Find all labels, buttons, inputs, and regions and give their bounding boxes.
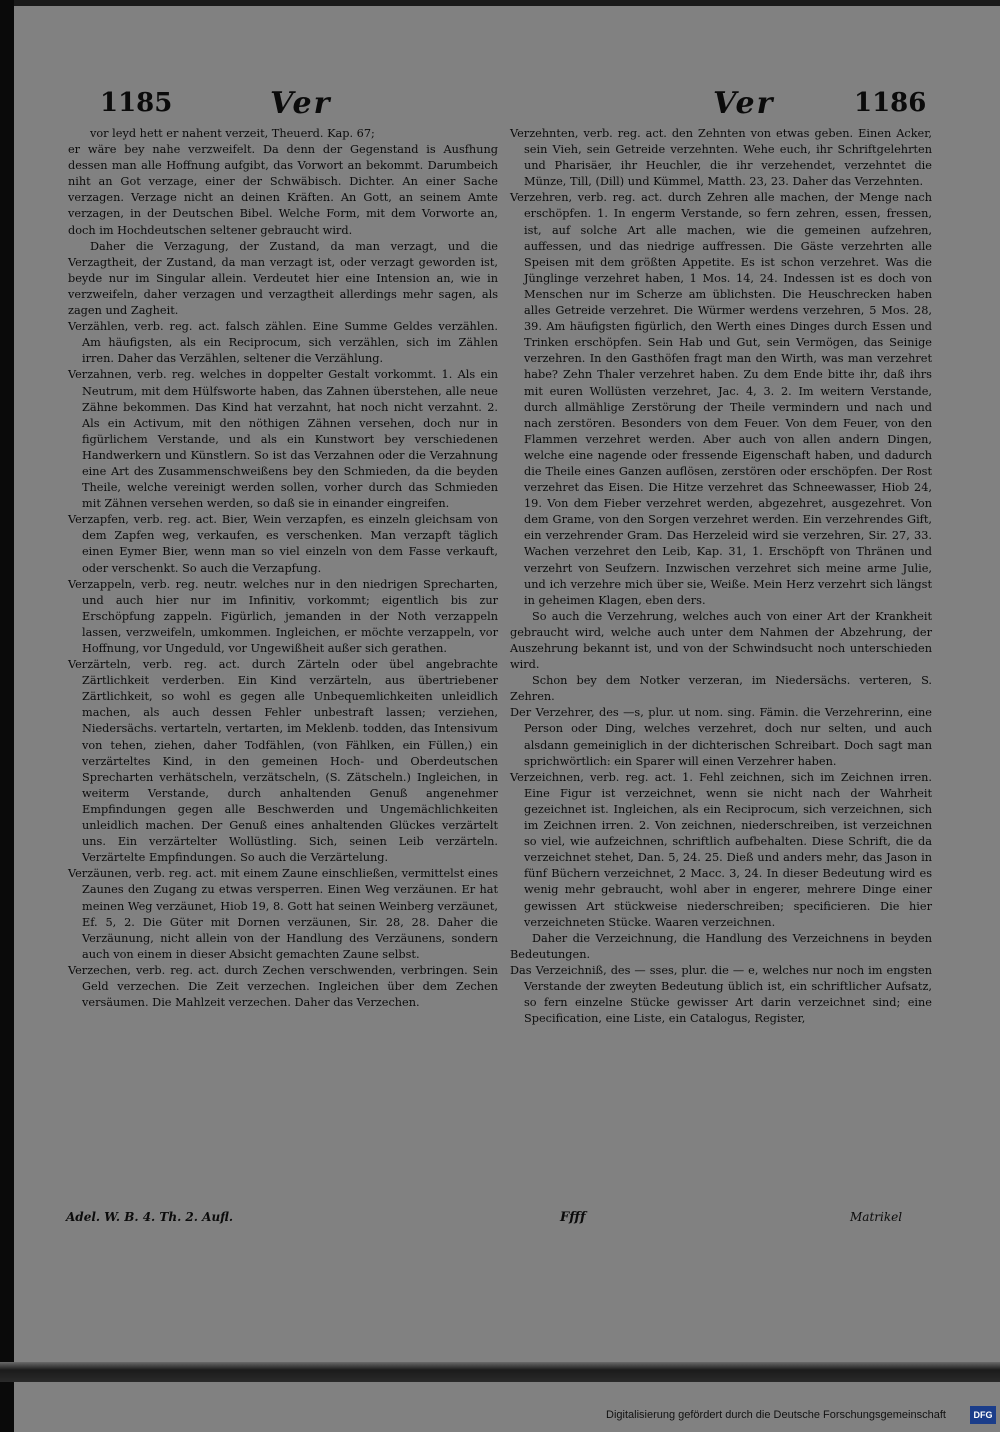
paragraph: Daher die Verzagung, der Zustand, da man verzagt, und die Verzagtheit, der Zustand, da man verzagt ist, oder verzagt geworden ist, beyde nur im Singular allein. Verdeutet hier eine Intension an, wie in verzweifeln, daher verzagen und verzagtheit allerdings mehr sagen, als zagen und Zagheit.: [68, 239, 498, 318]
entry: Verzeichnen, verb. reg. act. 1. Fehl zeichnen, sich im Zeichnen irren. Eine Figur ist verzeichnet, wenn sie nicht nach der Wahrheit gezeichnet ist. Ingleichen, als ein Reciprocum, sich verzeichnen, sich im Zeichnen irren. 2. Von zeichnen, niederschreiben, ist verzeichnen so viel, wie aufzeichnen, schriftlich aufbehalten. Diese Schrift, die da verzeichnet stehet, Dan. 5, 24. 25. Dieß und anders mehr, das Jason in fünf Büchern verzeichnet, 2 Macc. 3, 24. In dieser Bedeutung wird es wenig mehr gebraucht, wohl aber in engerer, mehrere Dinge einer gewissen Art stückweise niederschreiben; specificieren. Die hier verzeichneten Stücke. Waaren verzeichnen.: [510, 770, 932, 929]
running-head-left: Ver: [270, 86, 332, 121]
catchword: Matrikel: [850, 1210, 903, 1224]
funding-credit: Digitalisierung gefördert durch die Deutsche Forschungsgemeinschaft: [606, 1409, 946, 1421]
entry: Das Verzeichniß, des — sses, plur. die — e, welches nur noch im engsten Verstande der zweyten Bedeutung üblich ist, ein schriftlicher Aufsatz, so fern einzelne Stücke gewisser Art darin verzeichnet sind; eine Specification, eine Liste, ein Catalogus, Register,: [510, 963, 932, 1026]
entry: Verzapfen, verb. reg. act. Bier, Wein verzapfen, es einzeln gleichsam von dem Zapfen weg, verkaufen, es verschenken. Man verzapft täglich einen Eymer Bier, wenn man so viel einzeln von dem Fasse verkauft, oder verschenkt. So auch die Verzapfung.: [68, 513, 498, 575]
page-number-left: 1185: [100, 88, 173, 118]
paragraph: Daher die Verzeichnung, die Handlung des Verzeichnens in beyden Bedeutungen.: [510, 931, 932, 961]
paragraph: vor leyd hett er nahent verzeit, Theuerd. Kap. 67;: [90, 127, 375, 140]
paragraph: Schon bey dem Notker verzeran, im Niedersächs. verteren, S. Zehren.: [510, 674, 932, 704]
entry: Verzechen, verb. reg. act. durch Zechen verschwenden, verbringen. Sein Geld verzechen. Die Zeit verzechen. Ingleichen über dem Zechen versäumen. Die Mahlzeit verzechen. Daher das Verzechen.: [68, 963, 498, 1010]
dfg-logo: DFG: [970, 1406, 996, 1424]
entry: Verzappeln, verb. reg. neutr. welches nur in den niedrigen Sprecharten, und auch hier nur im Infinitiv, vorkommt; eigentlich bis zur Erschöpfung zappeln. Figürlich, jemanden in der Noth verzappeln lassen, verzweifeln, umkommen. Ingleichen, er möchte verzappeln, vor Hoffnung, vor Ungeduld, vor Ungewißheit außer sich gerathen.: [68, 577, 498, 655]
entry: Verzäunen, verb. reg. act. mit einem Zaune einschließen, vermittelst eines Zaunes den Zugang zu etwas versperren. Einen Weg verzäunen. Er hat meinen Weg verzäunet, Hiob 19, 8. Gott hat seinen Weinberg verzäunet, Ef. 5, 2. Die Güter mit Dornen verzäunen, Sir. 28, 28. Daher die Verzäunung, nicht allein von der Handlung des Verzäunens, sondern auch von einem in dieser Absicht gemachten Zaune selbst.: [68, 867, 498, 961]
entry: Verzehnten, verb. reg. act. den Zehnten von etwas geben. Einen Acker, sein Vieh, sein Getreide verzehnten. Wehe euch, ihr Schriftgelehrten und Pharisäer, ihr Heuchler, die ihr verzehendet, verzehntet die Münze, Till, (Dill) und Kümmel, Matth. 23, 23. Daher das Verzehnten.: [510, 127, 932, 189]
paragraph: er wäre bey nahe verzweifelt. Da denn der Gegenstand is Ausfhung dessen man alle Hoffnung aufgibt, das Vorwort an bekommt. Darumbeich niht an Got verzage, einer der Schwäbisch. Dichter. An einer Sache verzagen. Verzage nicht an deinen Kräften. An Gott, an seinem Amte verzagen, in der Deutschen Bibel. Welche Form, mit dem Vorworte an, doch im Hochdeutschen seltener gebraucht wird.: [68, 143, 498, 237]
entry: Der Verzehrer, des —s, plur. ut nom. sing. Fämin. die Verzehrerinn, eine Person oder Ding, welches verzehret, doch nur selten, und auch alsdann gemeiniglich in der dichterischen Schreibart. Doch sagt man sprichwörtlich: ein Sparer will einen Verzehrer haben.: [510, 706, 932, 768]
paragraph: So auch die Verzehrung, welches auch von einer Art der Krankheit gebraucht wird, welche auch unter dem Nahmen der Abzehrung, der Auszehrung bekannt ist, und von der Schwindsucht noch unterschieden wird.: [510, 609, 932, 672]
signature-mark: Ffff: [560, 1210, 586, 1225]
page-number-right: 1186: [854, 88, 927, 118]
imprint-line: Adel. W. B. 4. Th. 2. Aufl.: [66, 1210, 234, 1224]
right-column: [510, 126, 932, 1027]
scan-bottom-edge: [0, 1362, 1000, 1382]
scan-left-edge: [0, 0, 14, 1432]
entry: Verzärteln, verb. reg. act. durch Zärteln oder übel angebrachte Zärtlichkeit verderben. Ein Kind verzärteln, aus übertriebener Zärtlichkeit, so wohl es gegen alle Unbequemlichkeiten unleidlich machen, als auch dessen Fehler unbestraft lassen; verziehen, Niedersächs. vertarteln, vertarten, im Meklenb. todden, das Intensivum von tehen, ziehen, daher Todfählen, (von Fählken, ein Füllen,) ein verzärteltes Kind, in den gemeinen Hoch- und Oberdeutschen Sprecharten verhätscheln, verzätscheln, (S. Zätscheln.) Ingleichen, in weiterm Verstande, durch anhaltenden Genuß angenehmer Empfindungen gegen alle Beschwerden und Ungemächlichkeiten unleidlich machen. Der Genuß eines anhaltenden Glückes verzärtelt uns. Ein verzärtelter Wollüstling. Sich, seinen Leib verzärteln. Verzärtelte Empfindungen. So auch die Verzärtelung.: [68, 658, 498, 865]
scan-top-edge: [0, 0, 1000, 6]
entry: Verzehren, verb. reg. act. durch Zehren alle machen, der Menge nach erschöpfen. 1. In engerm Verstande, so fern zehren, essen, fressen, ist, auf solche Art alle machen, wie die gemeinen aufzehren, auffessen, und das niedrige auffressen. Die Gäste verzehrten alle Speisen mit dem größten Appetite. Es ist schon verzehret. Was die Jünglinge verzehret haben, 1 Mos. 14, 24. Indessen ist es doch von Menschen nur im Scherze am üblichsten. Die Heuschrecken haben alles Getreide verzehret. Die Würmer werdens verzehren, 5 Mos. 28, 39. Am häufigsten figürlich, den Werth eines Dinges durch Essen und Trinken erschöpfen. Sein Hab und Gut, sein Vermögen, das Seinige verzehren. In den Gasthöfen fragt man den Wirth, was man verzehret habe? Zehn Thaler verzehret haben. Zu dem Ende bitte ihr, daß ihrs mit euren Wollüsten verzehret, Jac. 4, 3. 2. Im weitern Verstande, durch allmählige Zerstörung der Theile vermindern und nach und nach zerstören. Besonders von dem Feuer. Von dem Feuer, von den Flammen verzehret werden. Aber auch von allen andern Dingen, welche eine nagende oder fressende Eigenschaft haben, und dadurch die Theile eines Ganzen auflösen, zerstören oder erschöpfen. Der Rost verzehret das Eisen. Die Hitze verzehret das Schneewasser, Hiob 24, 19. Von dem Fieber verzehret werden, abgezehret, ausgezehret. Von dem Grame, von den Sorgen verzehret werden. Ein verzehrendes Gift, ein verzehrender Gram. Das Herzeleid wird sie verzehren, Sir. 27, 33. Wachen verzehret den Leib, Kap. 31, 1. Erschöpft von Thränen und verzehrt von Seufzern. Inzwischen verzehret sich meine arme Julie, und ich verzehre mich über sie, Weiße. Mein Herz verzehrt sich längst in geheimen Klagen, eben ders.: [510, 191, 932, 607]
entry: Verzählen, verb. reg. act. falsch zählen. Eine Summe Geldes verzählen. Am häufigsten, als ein Reciprocum, sich verzählen, sich im Zählen irren. Daher das Verzählen, seltener die Verzählung.: [68, 320, 498, 366]
entry: Verzahnen, verb. reg. welches in doppelter Gestalt vorkommt. 1. Als ein Neutrum, mit dem Hülfsworte haben, das Zahnen überstehen, alle neue Zähne bekommen. Das Kind hat verzahnt, hat noch nicht verzahnt. 2. Als ein Activum, mit den nöthigen Zähnen versehen, doch nur in figürlichem Verstande, und als ein Kunstwort bey verschiedenen Handwerkern und Künstlern. So ist das Verzahnen oder die Verzahnung eine Art des Zusammenschweißens bey den Schmieden, da die beyden Theile, welche vereinigt werden sollen, vorher durch das Schmieden mit Zähnen versehen werden, so daß sie in einander eingreifen.: [68, 368, 498, 511]
running-head-right: Ver: [713, 86, 775, 121]
left-column: [68, 126, 498, 1011]
